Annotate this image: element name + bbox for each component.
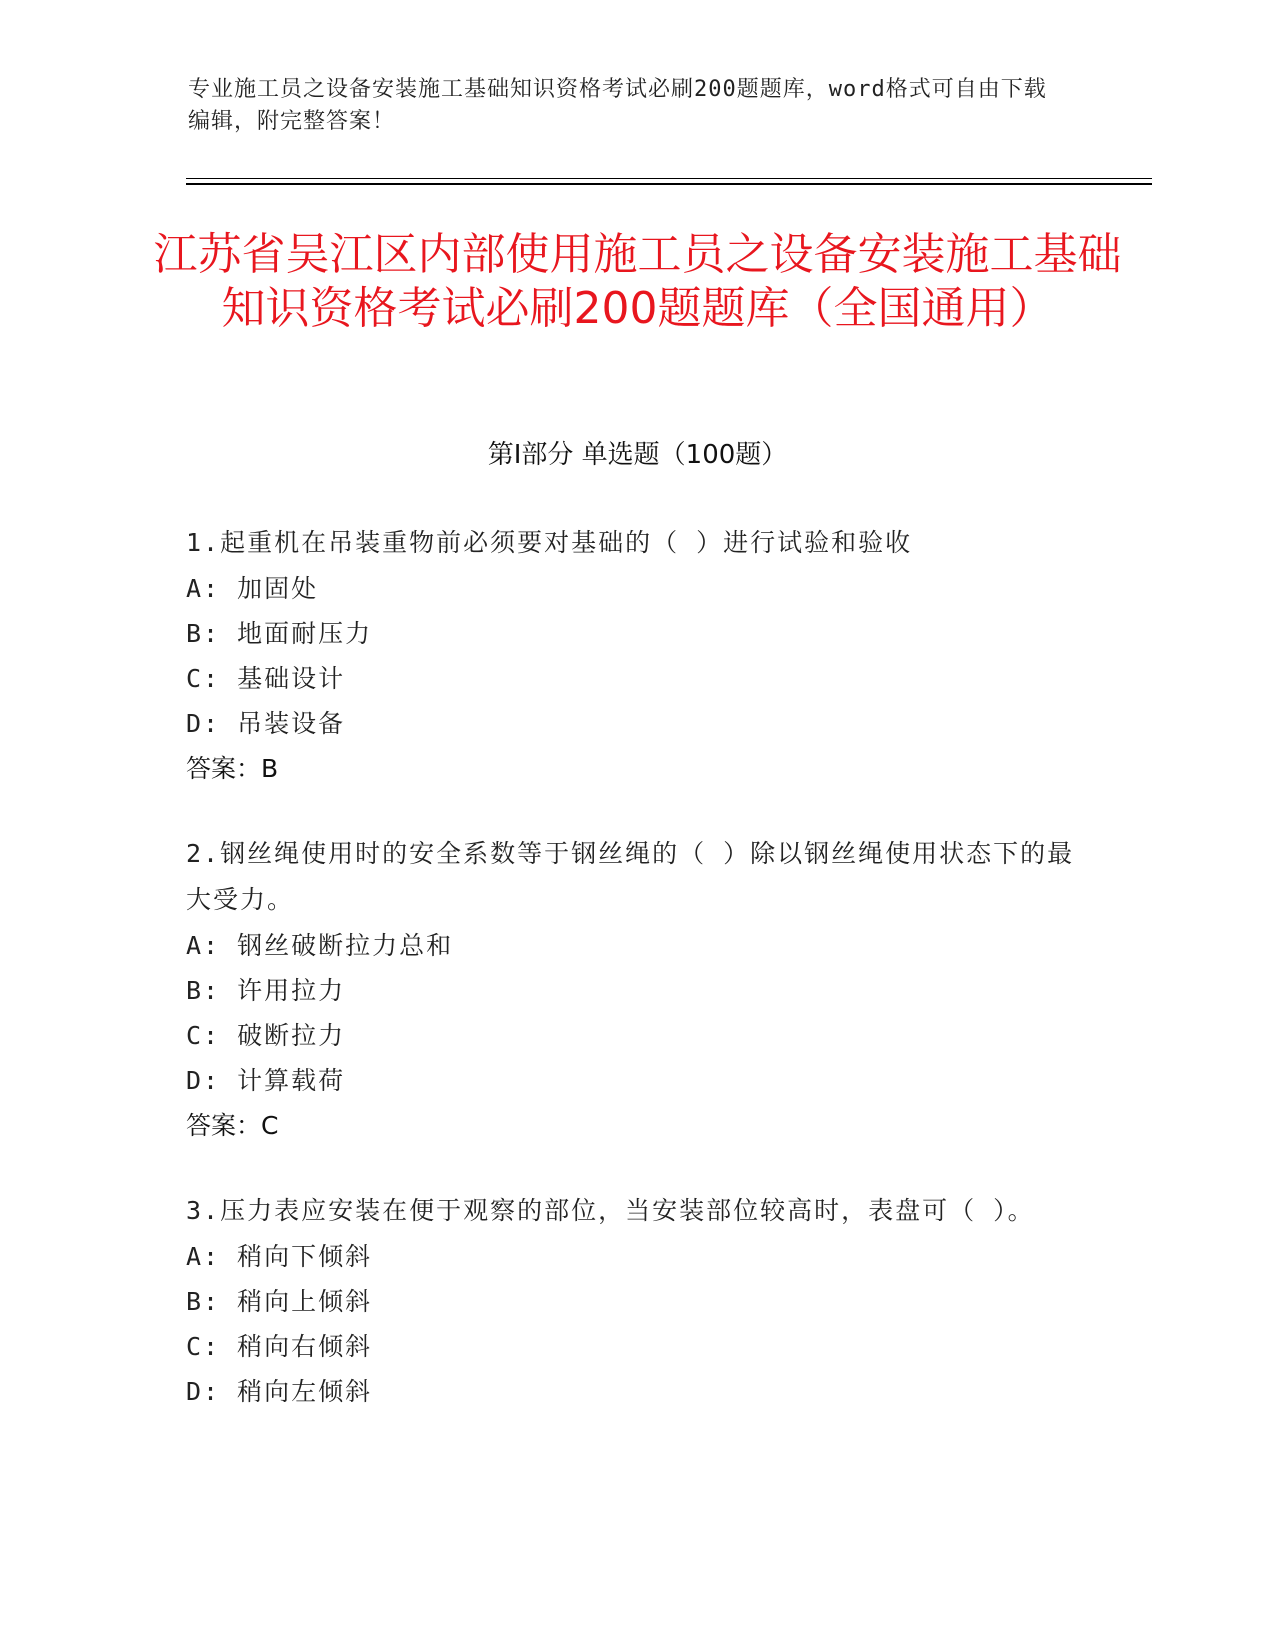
question-1 — [186, 520, 1086, 791]
answer: 答案：B — [186, 754, 279, 783]
option-a: A: 稍向下倾斜 — [186, 1242, 373, 1271]
option-c: C: 基础设计 — [186, 664, 346, 693]
question-3 — [186, 1188, 1086, 1414]
question-stem: 3.压力表应安装在便于观察的部位，当安装部位较高时，表盘可（ ）。 — [186, 1196, 1035, 1225]
option-b: B: 稍向上倾斜 — [186, 1287, 373, 1316]
question-stem: 1.起重机在吊装重物前必须要对基础的（ ）进行试验和验收 — [186, 528, 913, 557]
option-b: B: 地面耐压力 — [186, 619, 373, 648]
question-2 — [186, 831, 1086, 1148]
header-divider-thick — [186, 183, 1152, 185]
question-stem: 2.钢丝绳使用时的安全系数等于钢丝绳的（ ）除以钢丝绳使用状态下的最大受力。 — [186, 839, 1075, 914]
option-c: C: 破断拉力 — [186, 1021, 346, 1050]
option-a: A: 加固处 — [186, 574, 319, 603]
option-d: D: 吊装设备 — [186, 709, 346, 738]
option-b: B: 许用拉力 — [186, 976, 346, 1005]
section-title: 第I部分 单选题（100题） — [487, 440, 788, 470]
option-a: A: 钢丝破断拉力总和 — [186, 931, 454, 960]
document-title: 江苏省吴江区内部使用施工员之设备安装施工基础知识资格考试必刷200题题库（全国通用） — [153, 229, 1122, 334]
answer: 答案：C — [186, 1111, 279, 1140]
header-note: 专业施工员之设备安装施工基础知识资格考试必刷200题题库，word格式可自由下载编辑，附完整答案！ — [188, 77, 1047, 134]
header-divider-thin — [186, 178, 1152, 179]
option-c: C: 稍向右倾斜 — [186, 1332, 373, 1361]
option-d: D: 计算载荷 — [186, 1066, 346, 1095]
question-list — [186, 520, 1086, 1454]
option-d: D: 稍向左倾斜 — [186, 1377, 373, 1406]
